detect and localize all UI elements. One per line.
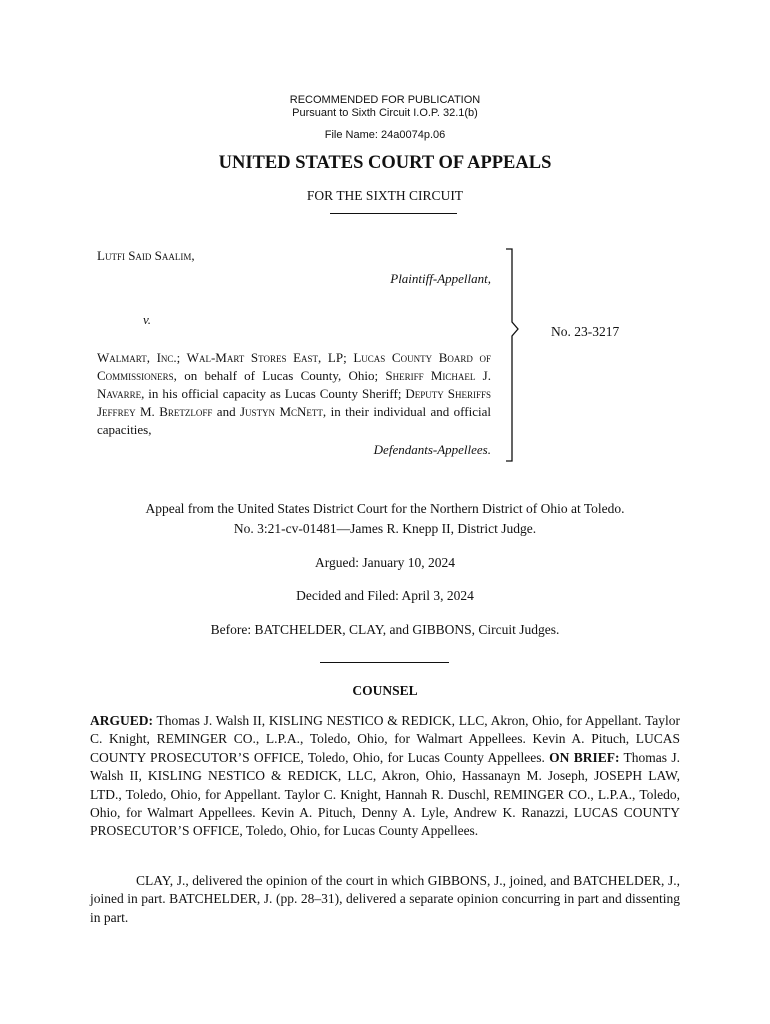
circuit-name: FOR THE SIXTH CIRCUIT xyxy=(306,188,464,203)
argued-counsel: Thomas J. Walsh II, KISLING NESTICO & REDICK, LLC, Akron, Ohio, for Appellant. Taylor C. Knight, REMINGER CO., L.P.A., Toledo, Ohio, for Walmart Appellees. Kevin A. Pituch, LUCAS COUNTY PROSECUTOR’S OFFICE, Toledo, Ohio, for Lucas County Appellees. xyxy=(90,713,680,765)
defendant-deputies: Deputy Sheriffs Jeffrey M. Bretzloff xyxy=(97,386,491,419)
section-divider xyxy=(320,662,449,663)
rule-citation: Pursuant to Sixth Circuit I.O.P. 32.1(b) xyxy=(292,107,478,119)
court-title: UNITED STATES COURT OF APPEALS xyxy=(218,153,552,173)
plaintiff-name: Lutfi Said Saalim, xyxy=(97,248,195,263)
versus: v. xyxy=(143,312,152,327)
defendant-deputies-conj: and xyxy=(212,404,240,419)
brief-label: ON BRIEF: xyxy=(549,749,620,765)
case-number: No. 23-3217 xyxy=(551,324,620,339)
caption-brace xyxy=(500,248,530,464)
defendant-walmart: Walmart, Inc.; Wal-Mart Stores East, LP; Lucas County Board of Commissioners, xyxy=(97,350,491,383)
defendant-walmart-detail: on behalf of Lucas County, Ohio; xyxy=(176,368,386,383)
defendant-mcnett-detail: in their individual and official capacities, xyxy=(97,404,491,437)
counsel-heading: COUNSEL xyxy=(352,683,418,698)
defendant-sheriff-detail: in his official capacity as Lucas County Sheriff; xyxy=(144,386,406,401)
brief-counsel: Thomas J. Walsh II, KISLING NESTICO & REDICK, LLC, Akron, Ohio, Hassanayn M. Joseph, JOSEPH LAW, LTD., Toledo, Ohio, for Appellant. Taylor C. Knight, Hannah R. Duschl, REMINGER CO., L.P.A., Toledo, Ohio, for Walmart Appellees. Kevin A. Pituch, Denny A. Lyle, Andrew K. Ranazzi, LUCAS COUNTY PROSECUTOR’S OFFICE, Toledo, Ohio, for Lucas County Appellees. xyxy=(90,749,680,839)
argued-date: Argued: January 10, 2024 xyxy=(315,555,455,570)
header-divider xyxy=(330,213,457,214)
defendants-role: Defendants-Appellees. xyxy=(373,442,491,457)
opinion-attribution: CLAY, J., delivered the opinion of the court in which GIBBONS, J., joined, and BATCHELDER, J., joined in part. BATCHELDER, J. (pp. 28–31), delivered a separate opinion concurring in part and dissenting in part. xyxy=(90,873,680,925)
defendants-list xyxy=(97,349,491,439)
appeal-origin: Appeal from the United States District Court for the Northern District of Ohio at Toledo. xyxy=(145,501,625,516)
argued-label: ARGUED: xyxy=(90,713,153,728)
panel-judges: Before: BATCHELDER, CLAY, and GIBBONS, Circuit Judges. xyxy=(210,622,560,637)
file-name: File Name: 24a0074p.06 xyxy=(324,129,446,141)
publication-recommendation: RECOMMENDED FOR PUBLICATION xyxy=(289,94,481,106)
decided-date: Decided and Filed: April 3, 2024 xyxy=(296,588,474,603)
district-case-number: No. 3:21-cv-01481—James R. Knepp II, District Judge. xyxy=(233,521,537,536)
plaintiff-role: Plaintiff-Appellant, xyxy=(390,271,491,286)
counsel-paragraph xyxy=(90,712,680,841)
defendant-mcnett: Justyn McNett, xyxy=(240,404,327,419)
defendant-sheriff: Sheriff Michael J. Navarre, xyxy=(97,368,491,401)
